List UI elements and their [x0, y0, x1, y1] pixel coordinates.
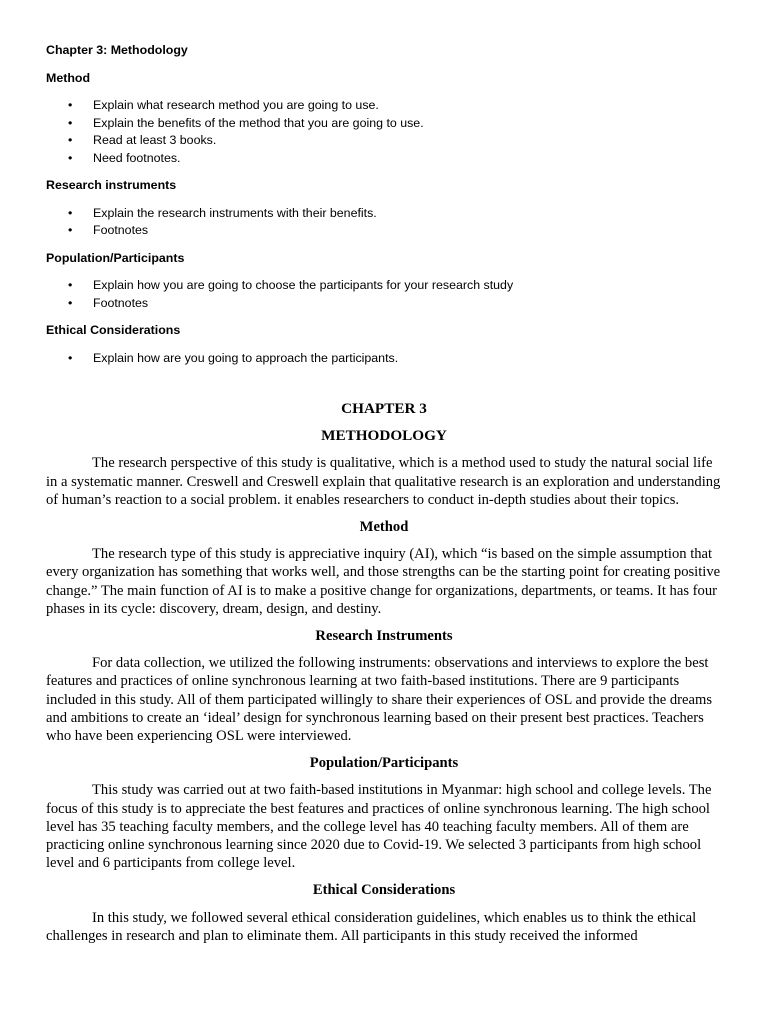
list-item-text: Need footnotes. — [93, 150, 181, 165]
bullet-icon: • — [68, 133, 73, 147]
chapter-intro-paragraph: The research perspective of this study is qualitative, which is a method used to study the natural social life in a systematic manner. Creswell and Creswell explain that qualitative research is an exploration and understanding of human’s reaction to a social problem. it enables researchers to conduct in-depth studies about their topics. — [46, 455, 721, 508]
section-paragraph-ethics: In this study, we followed several ethical consideration guidelines, which enables us to think the ethical challenges in research and plan to eliminate them. All participants in this study received the informed — [46, 909, 697, 944]
bullet-icon: • — [68, 150, 73, 165]
outline-section-title-ethics: Ethical Considerations — [46, 323, 181, 337]
outline-list-participants — [46, 277, 722, 312]
outline-section-title-method: Method — [46, 70, 91, 85]
list-item — [46, 115, 722, 133]
section-paragraph-instruments: For data collection, we utilized the following instruments: observations and interviews to explore the best features and practices of online synchronous learning at two faith-based institutions. There are 9 participants included in this study. All of them participated willingly to share their experiences of OSL and provide the dreams and ambitions to create an ‘ideal’ design for synchronous learning based on their present best practices. Teachers who have been experiencing OSL were interviewed. — [46, 655, 713, 745]
bullet-icon: • — [68, 350, 73, 365]
list-item — [46, 350, 722, 368]
section-paragraph-participants: This study was carried out at two faith-based institutions in Myanmar: high school and college levels. The focus of this study is to appreciate the best features and practices of online synchronous learning. The high school level has 35 teaching faculty members, and the college level has 40 teaching faculty members. All of them are practicing online synchronous learning since 2020 due to Covid-19. We selected 3 participants from high school level and 6 participants from college level. — [46, 782, 712, 872]
bullet-icon: • — [68, 278, 73, 292]
bullet-icon: • — [68, 223, 73, 237]
bullet-icon: • — [68, 295, 73, 310]
list-item — [46, 295, 722, 313]
bullet-icon: • — [68, 98, 73, 112]
list-item-text: Explain what research method you are going to use. — [93, 98, 379, 112]
outline-heading: Chapter 3: Methodology — [46, 43, 188, 57]
section-paragraph-method: The research type of this study is appreciative inquiry (AI), which “is based on the simple assumption that every organization has something that works well, and those strengths can be the starting point for creating positive change.” The main function of AI is to make a positive change for organizations, departments, or teams. It has four phases in its cycle: discovery, dream, design, and destiny. — [46, 546, 721, 617]
bullet-icon: • — [68, 205, 73, 220]
list-item — [46, 150, 722, 168]
section-heading-ethics: Ethical Considerations — [312, 882, 456, 899]
outline-list-ethics — [46, 350, 722, 368]
list-item — [46, 97, 722, 115]
outline-list-instruments — [46, 205, 722, 240]
outline-section-title-instruments: Research instruments — [46, 178, 177, 192]
section-heading-method: Method — [359, 519, 409, 536]
list-item — [46, 277, 722, 295]
list-item — [46, 132, 722, 150]
list-item-text: Footnotes — [93, 295, 149, 310]
document-page — [46, 0, 722, 954]
section-heading-instruments: Research Instruments — [315, 628, 453, 645]
section-heading-participants: Population/Participants — [309, 755, 459, 772]
bullet-icon: • — [68, 115, 73, 130]
outline-section-title-participants: Population/Participants — [46, 250, 185, 265]
chapter-title: METHODOLOGY — [321, 427, 447, 445]
list-item-text: Footnotes — [93, 223, 149, 237]
outline-list-method — [46, 97, 722, 167]
list-item-text: Explain how you are going to choose the participants for your research study — [93, 278, 514, 292]
list-item — [46, 205, 722, 223]
list-item — [46, 222, 722, 240]
chapter-number: CHAPTER 3 — [341, 400, 427, 417]
list-item-text: Explain the research instruments with their benefits. — [93, 205, 377, 220]
outline-section — [46, 0, 722, 367]
list-item-text: Explain how are you going to approach the participants. — [93, 350, 399, 365]
list-item-text: Read at least 3 books. — [93, 133, 217, 147]
chapter-section — [46, 400, 722, 945]
list-item-text: Explain the benefits of the method that you are going to use. — [93, 115, 424, 130]
